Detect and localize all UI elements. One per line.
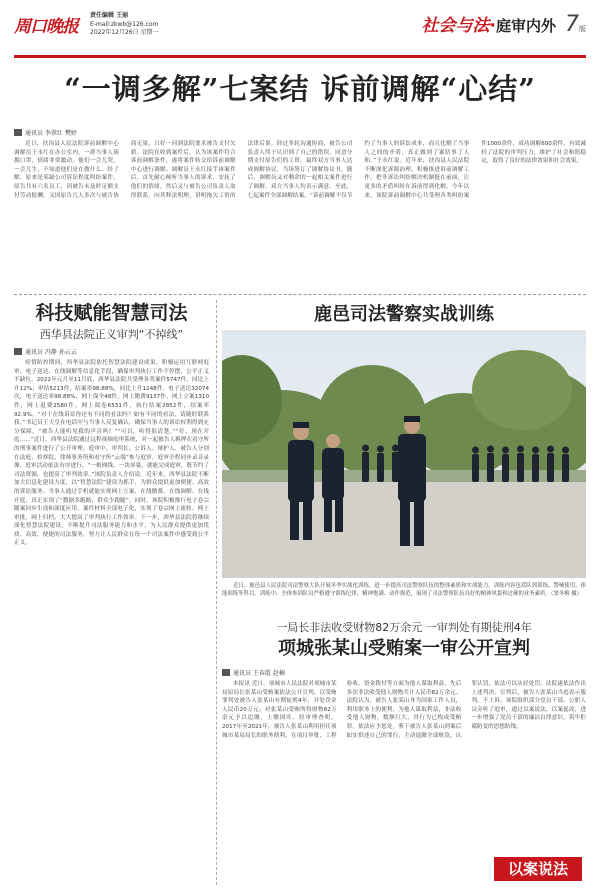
masthead-rule bbox=[14, 55, 586, 58]
case-byline: 通讯员 王春霞 赵楠 bbox=[222, 668, 285, 677]
issue-date: 2022年12月26日 星期一 bbox=[90, 29, 159, 36]
tech-article-body: 疫情防控期间，西华县法院依托智慧法院建设成果，积极运用互联网庭审、电子送达、在线调解等信息化手段，确保审判执行工作不停摆、公平正义不缺位。2022年元月至11月底，西华县法院共受理各类案件5747件，同比上升12%；审结5213件，结案率98.88%，同比上升1248件。电子送达32074次，电子送达率98.88%，网上保全48件，网上缴费9137件，网上立案1310件，网上退费2580件，网上阅卷6531件，执行结案2852件，结案率92.9%。“对于在线诉讼你还有不同的看法吗？如有不同的看法，请随时联系我。”书记员王天皇在电话中与当事人反复确认，确保当事人的诉讼权利得到充分保障。“被告人能听见我的声音吗？”“可以，听得很清楚。”“好，现在开庭……”近日，西华县法院通过远程视频庭审系统，对一起被告人羁押在看守所的刑事案件进行了公开审理。庭审中，审判长、公诉人、辩护人、被告人分别在法庭、检察院、律师事务所和看守所“云端”参与庭审，庭审全程同步录音录像，庭审活动依法有序进行。“一根网线、一块屏幕，就能完成庭审，既节约了司法资源，也提高了审判效率。”该院负责人介绍说。近年来，西华县法院不断加大信息化建设力度，以“智慧法院”建设为抓手，为群众提供更加便捷、高效的诉讼服务。当事人通过手机就能实现网上立案、在线缴费、在线调解、在线开庭，真正实现了“数据多跑路，群众少跑腿”。同时，该院积极推行电子卷宗随案同步生成和深度应用，案件材料全部电子化，实现了卷宗网上流转、网上审批、网上归档，大大提高了审判执行工作效率。下一步，西华县法院将继续深化智慧法院建设，不断提升司法服务能力和水平，为人民群众提供更加优质、高效、便捷的司法服务，努力让人民群众在每一个司法案件中感受到公平正义。 bbox=[14, 360, 209, 547]
page-num: 7 bbox=[565, 12, 579, 37]
page-unit: 版 bbox=[579, 25, 586, 33]
tech-article-title: 科技赋能智慧司法 bbox=[35, 302, 188, 324]
byline-icon bbox=[222, 669, 230, 676]
drill-photo-svg bbox=[222, 330, 586, 578]
case-body: 本报讯 近日，项城市人民法院对项城市某局原局长张某山受贿案依法公开宣判，以受贿罪判处被告人张某山有期徒刑4年，并处罚金人民币20万元；对张某山受贿所得财物82万余元予以追缴，上缴国库。经审理查明，2017年至2021年，被告人张某山利用担任项城市某局局长的职务便利，在项目审批、工程验收、资金拨付等方面为他人谋取利益，先后多次非法收受他人财物共计人民币82万余元。法院认为，被告人张某山身为国家工作人员，利用职务上的便利，为他人谋取利益，非法收受他人财物，数额巨大，其行为已构成受贿罪，依法应予惩处。鉴于被告人张某山到案后如实供述自己的罪行，主动退缴全部赃款，认罪认罚，依法可以从轻处罚。法院遂依法作出上述判决。宣判后，被告人张某山当庭表示服判，不上诉。该院组织部分党员干部、公职人员旁听了庭审，通过以案说法，以案促改，进一步增强了党员干部的廉洁自律意识，筑牢拒腐防变的思想防线。 bbox=[222, 681, 586, 739]
headline-body: 近日，扶沟县人民法院诉前调解中心调解员王永红在办公室内，一群当事人簇拥口罩，情绪非常激动。他们一会儿哭，一会儿生，不知道他们是在做什么。经了解，原来是某缺公司诉讼程度纠纷案件，原告共有六名员工，因被告未及时足额支付劳动报酬，又因原告几人多次与被告协商无果，只好一同到法院要求被告支付欠薪。法院在收到案件后，认为该案件符合诉前调解条件，遂将案件转交给诉前调解中心进行调解。调解员王永红接手该案件后，首先耐心倾听当事人的诉求，安抚了他们的情绪，然后又与被告公司负责人取得联系，向其释法明理，讲明拖欠工资的法律后果。经过多轮沟通协商，被告公司负责人终于认识到了自己的错误，同意分期支付原告们的工资。最终双方当事人达成调解协议，当场签订了调解协议书。随后，调解员又对剩余的一起相关案件进行了调解，双方当事人均表示满意。至此，七起案件全部调解结案。“诉前调解不仅节约了当事人的诉讼成本，而且化解了当事人之间的矛盾，真正做到了案结事了人和。”王永红说。近年来，扶沟县人民法院不断深化诉源治理，积极推进诉前调解工作，把非诉讼纠纷解决机制挺在前面，让更多的矛盾纠纷在诉前得到化解。今年以来，该院诉前调解中心共受理各类纠纷案件1000余件，成功调解600余件，有效减轻了法院的审判压力，维护了社会和谐稳定，取得了良好的法律效果和社会效果。 bbox=[14, 141, 586, 199]
column-divider bbox=[216, 300, 217, 885]
logo-text: 周口晚报 bbox=[14, 17, 78, 37]
case-title: 项城张某山受贿案一审公开宣判 bbox=[278, 638, 530, 659]
masthead bbox=[14, 8, 586, 50]
case-tag: 以案说法 bbox=[494, 857, 582, 881]
tech-article-subtitle: 西华县法院正义审判“不掉线” bbox=[39, 328, 184, 341]
byline-icon bbox=[14, 348, 22, 355]
section-label: 社会与法·庭审内外 bbox=[421, 16, 556, 36]
editor-email: E-mail:zkwb@126.com bbox=[90, 20, 159, 28]
drill-photo bbox=[222, 330, 586, 578]
case-kicker: 一局长非法收受财物82万余元 一审判处有期徒刑4年 bbox=[276, 621, 532, 634]
headline-title: “一调多解”七案结 诉前调解“心结” bbox=[64, 72, 536, 106]
tech-article-byline: 通讯员 冯静 孙云云 bbox=[14, 347, 77, 356]
drill-caption: 近日，鹿邑县人民法院司法警察大队开展冬季实战化训练，进一步提高司法警察队伍的整体素质和实战能力。训练内容包括队列训练、警械使用、体能训练等科目。训练中，全体参训队员严格遵守训练纪律，精神饱满、动作规范，展现了司法警察队伍良好的精神风貌和过硬的业务素质。（窦冬梅 摄） bbox=[222, 583, 586, 598]
section-b: 庭审内外 bbox=[495, 17, 556, 35]
page-number bbox=[565, 12, 586, 37]
byline-icon bbox=[14, 129, 22, 136]
editor-name: 责任编辑 王丽 bbox=[90, 12, 129, 19]
masthead-meta bbox=[90, 12, 158, 38]
headline-byline: 通讯员 李翠红 樊婷 bbox=[14, 128, 77, 137]
section-a: 社会与法 bbox=[421, 16, 490, 36]
section-divider bbox=[14, 294, 586, 295]
newspaper-logo bbox=[14, 12, 82, 42]
drill-title: 鹿邑司法警察实战训练 bbox=[314, 304, 494, 325]
